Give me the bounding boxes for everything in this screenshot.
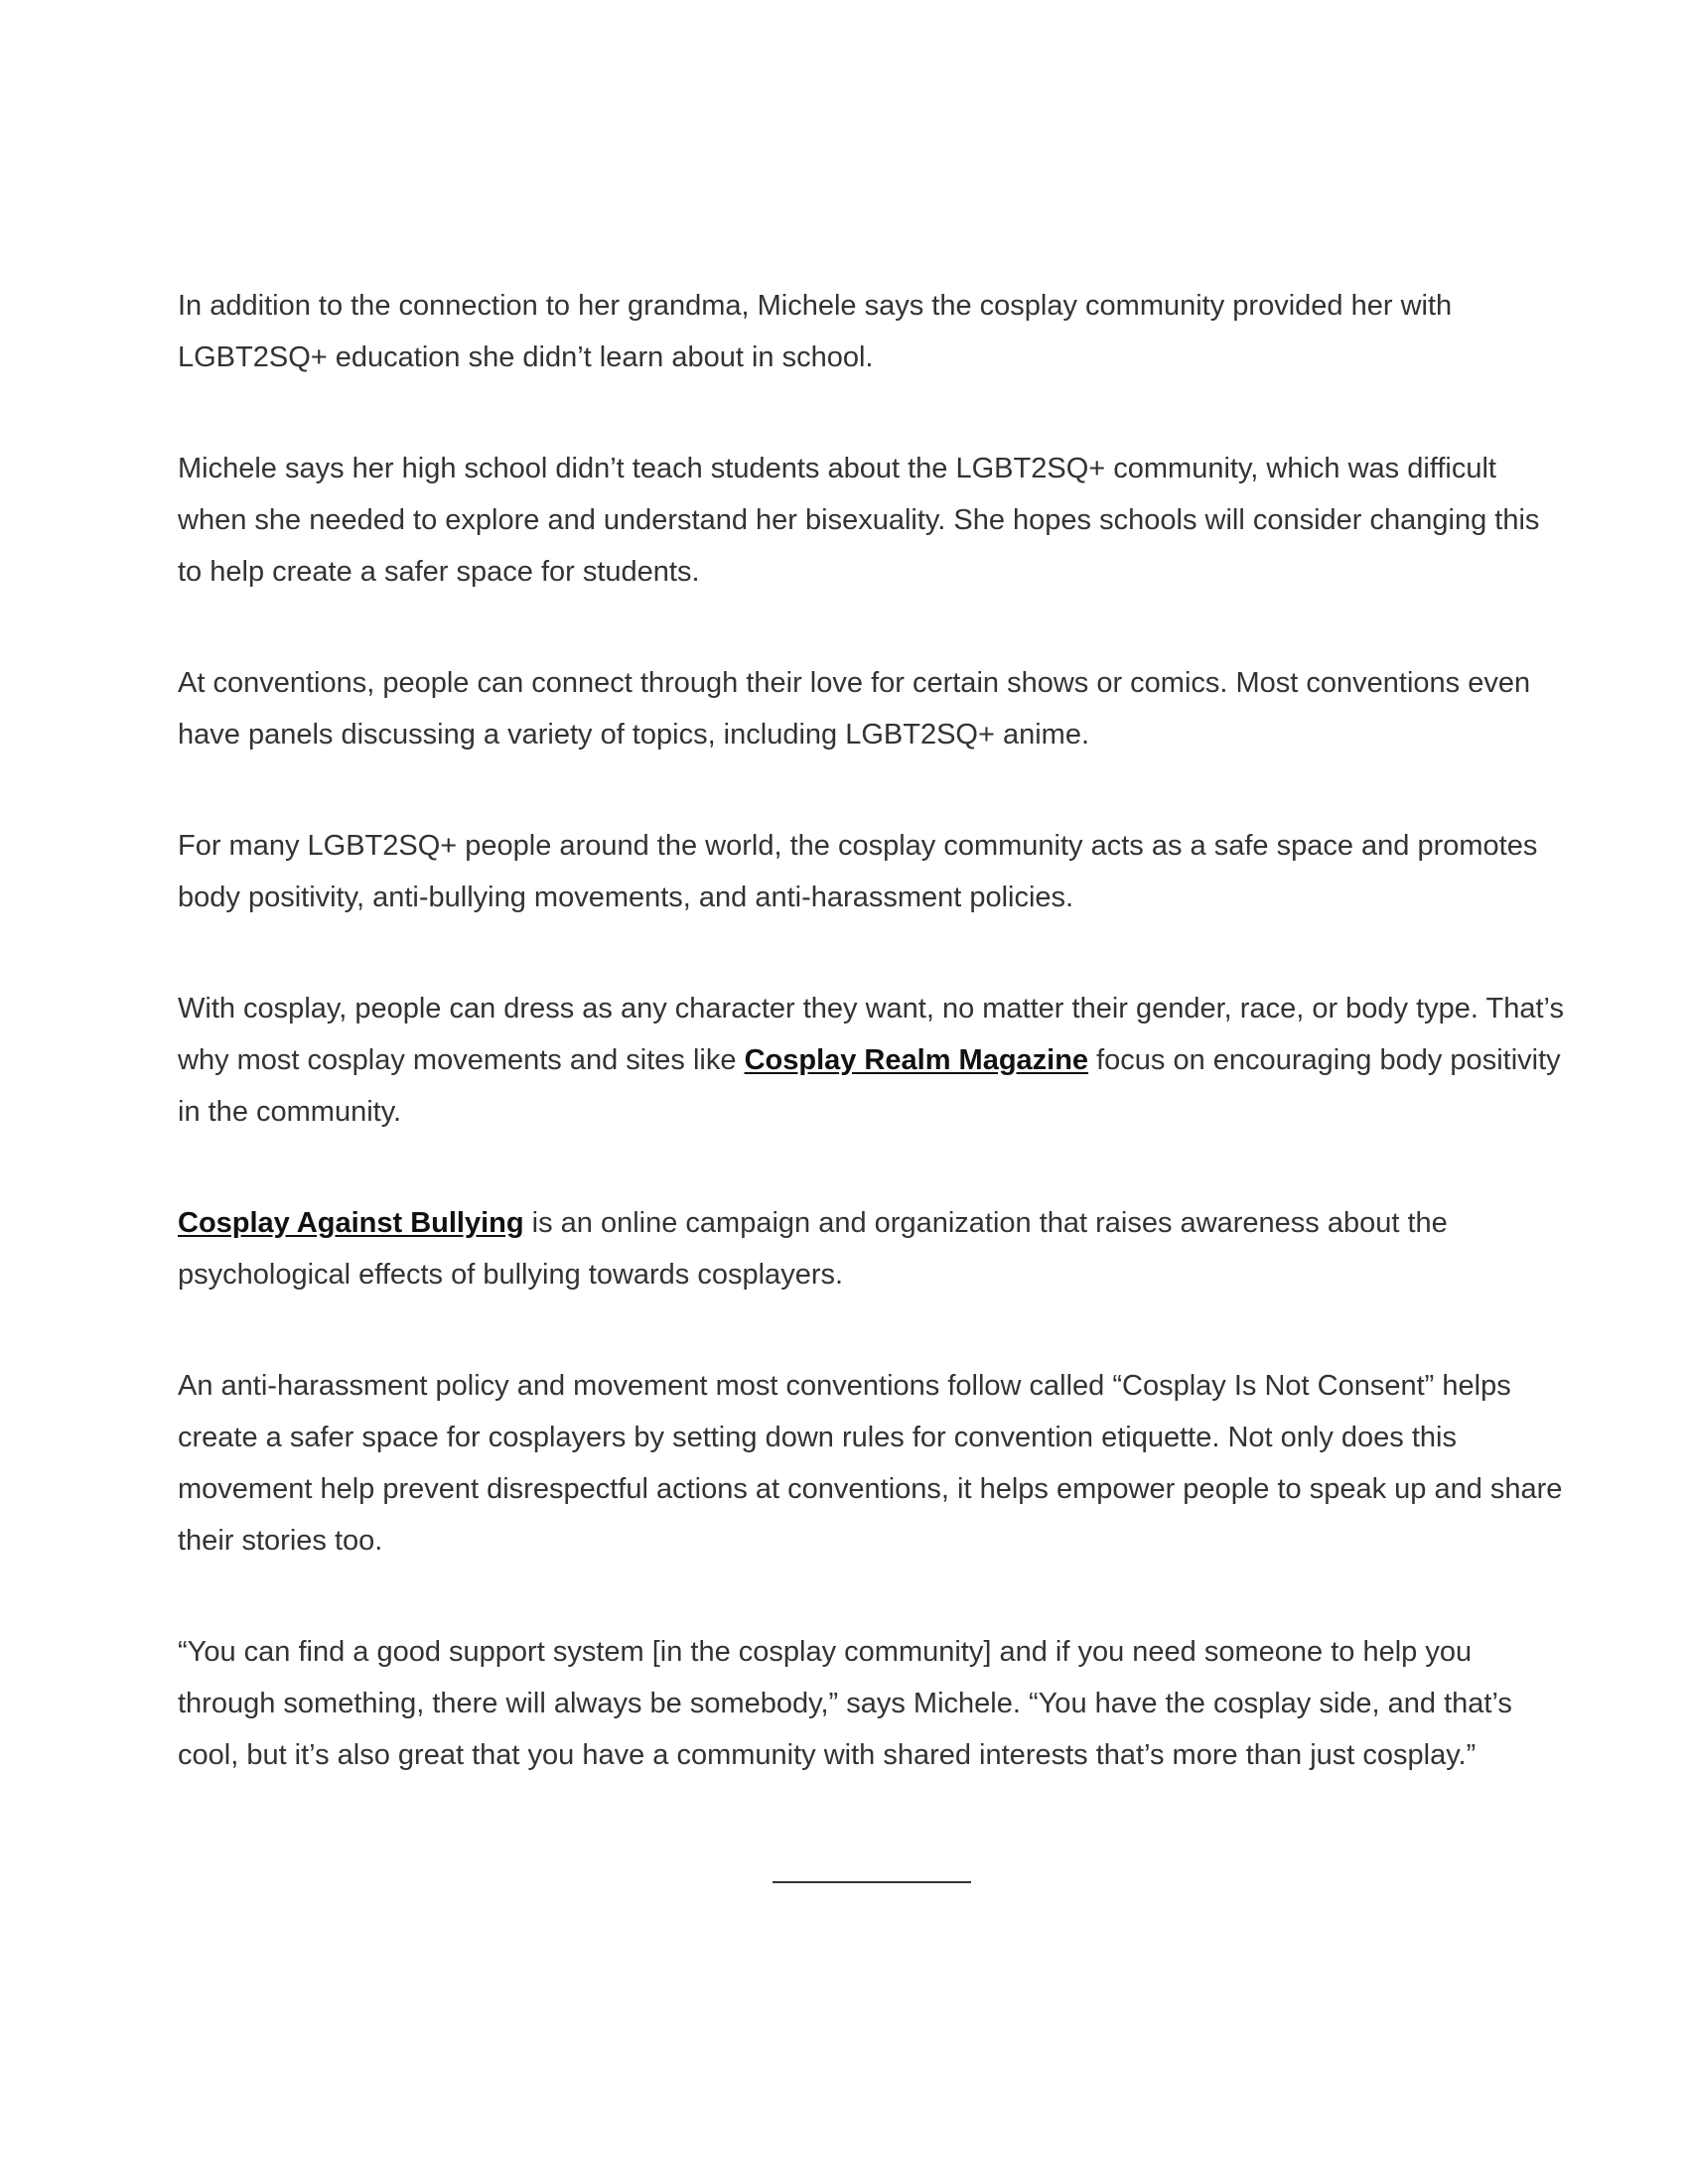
paragraph-text: is an online campaign and organization that raises awareness about the psychological effects of bullying towards cosplayers. [178, 1207, 1448, 1291]
section-divider [773, 1881, 971, 1883]
paragraph-body-positivity [178, 983, 1568, 1138]
cosplay-against-bullying-link[interactable]: Cosplay Against Bullying [178, 1207, 524, 1239]
paragraph-safe-space: For many LGBT2SQ+ people around the world, the cosplay community acts as a safe space and promotes body positivity, anti-bullying movements, and anti-harassment policies. [178, 830, 1538, 913]
paragraph-grandma-connection: In addition to the connection to her grandma, Michele says the cosplay community provided her with LGBT2SQ+ education she didn’t learn about in school. [178, 290, 1453, 373]
paragraph-cosplay-not-consent: An anti-harassment policy and movement most conventions follow called “Cosplay Is Not Consent” helps create a safer space for cosplayers by setting down rules for convention etiquette. Not only does this movement help prevent disrespectful actions at conventions, it helps empower people to speak up and share their stories too. [178, 1370, 1563, 1557]
cosplay-realm-magazine-link[interactable]: Cosplay Realm Magazine [744, 1044, 1089, 1076]
article-body [178, 280, 1568, 1841]
paragraph-text: With cosplay, people can dress as any character they want, no matter their gender, race, or body type. That’s why most cosplay movements and sites like [178, 993, 1564, 1076]
paragraph-conventions: At conventions, people can connect through their love for certain shows or comics. Most conventions even have panels discussing a variety of topics, including LGBT2SQ+ anime. [178, 667, 1531, 751]
paragraph-high-school: Michele says her high school didn’t teach students about the LGBT2SQ+ community, which was difficult when she needed to explore and understand her bisexuality. She hopes schools will consider changing this to help create a safer space for students. [178, 453, 1540, 588]
paragraph-text: focus on encouraging body positivity in the community. [178, 1044, 1561, 1128]
paragraph-quote: “You can find a good support system [in the cosplay community] and if you need someone to help you through something, there will always be somebody,” says Michele. “You have the cosplay side, and that’s cool, but it’s also great that you have a community with shared interests that’s more than just cosplay.” [178, 1636, 1512, 1771]
paragraph-anti-bullying [178, 1197, 1568, 1300]
